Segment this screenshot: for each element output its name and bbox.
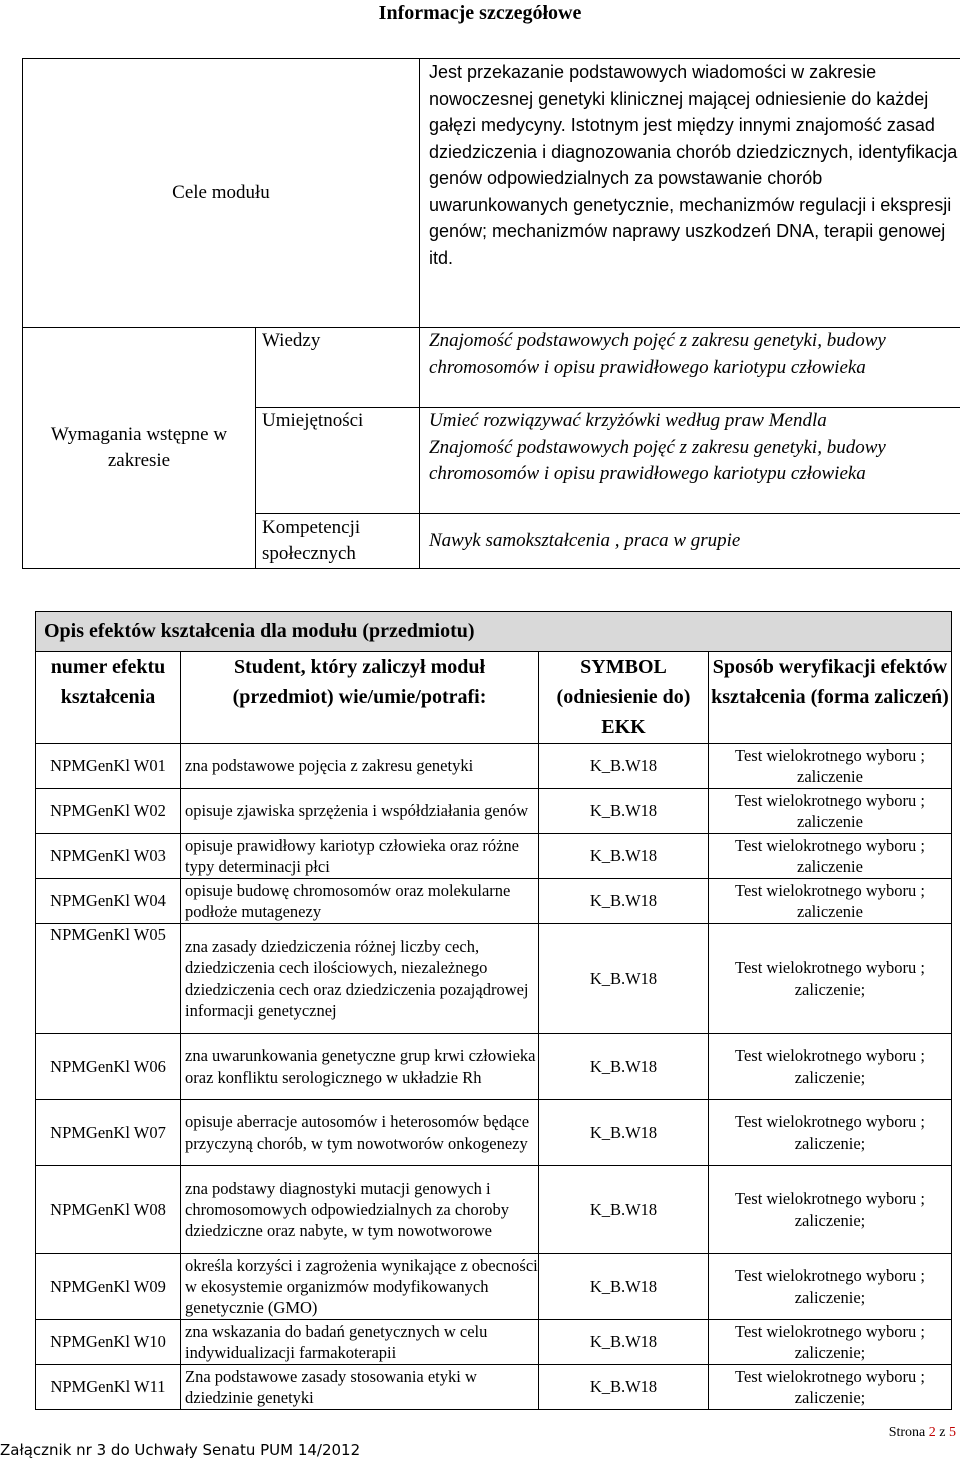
- column-header-description: Student, który zaliczył moduł (przedmiot) wie/umie/potrafi:: [181, 652, 539, 744]
- effect-text: określa korzyści i zagrożenia wynikające z obecności w ekosystemie organizmów modyfikowanych genetycznie (GMO): [181, 1254, 539, 1320]
- effect-code: NPMGenKl W04: [36, 879, 181, 924]
- wiedzy-row: [23, 328, 960, 408]
- effect-symbol: K_B.W18: [539, 879, 709, 924]
- kompetencje-label: Kompetencji społecznych: [256, 514, 420, 569]
- cele-row: [23, 59, 960, 328]
- effect-text: zna wskazania do badań genetycznych w celu indywidualizacji farmakoterapii: [181, 1320, 539, 1365]
- effect-code: NPMGenKl W02: [36, 789, 181, 834]
- wiedzy-text: Znajomość podstawowych pojęć z zakresu genetyki, budowy chromosomów i opisu prawidłowego kariotypu człowieka: [420, 328, 960, 408]
- page-number: [889, 1425, 956, 1441]
- effect-code: NPMGenKl W08: [36, 1166, 181, 1254]
- effects-header: Opis efektów kształcenia dla modułu (przedmiotu): [36, 612, 952, 652]
- effects-column-headers: [36, 652, 952, 744]
- effect-code: NPMGenKl W07: [36, 1100, 181, 1166]
- table-row: [36, 1320, 952, 1365]
- effect-symbol: K_B.W18: [539, 744, 709, 789]
- table-row: [36, 834, 952, 879]
- column-header-symbol: SYMBOL (odniesienie do) EKK: [539, 652, 709, 744]
- page-total: 5: [949, 1425, 956, 1440]
- column-header-number: numer efektu kształcenia: [36, 652, 181, 744]
- footer-annex: Załącznik nr 3 do Uchwały Senatu PUM 14/2012: [0, 1441, 361, 1459]
- effect-text: opisuje zjawiska sprzężenia i współdziałania genów: [181, 789, 539, 834]
- page-current: 2: [928, 1425, 936, 1440]
- effect-code: NPMGenKl W09: [36, 1254, 181, 1320]
- umiejetnosci-label: Umiejętności: [256, 408, 420, 514]
- effect-text: opisuje prawidłowy kariotyp człowieka oraz różne typy determinacji płci: [181, 834, 539, 879]
- table-row: [36, 789, 952, 834]
- effect-verification: Test wielokrotnego wyboru ; zaliczenie;: [709, 1320, 952, 1365]
- table-row: [36, 1365, 952, 1410]
- effect-symbol: K_B.W18: [539, 1365, 709, 1410]
- table-row: [36, 1166, 952, 1254]
- effect-code: NPMGenKl W01: [36, 744, 181, 789]
- effect-code: NPMGenKl W11: [36, 1365, 181, 1410]
- effect-symbol: K_B.W18: [539, 1254, 709, 1320]
- effect-verification: Test wielokrotnego wyboru ; zaliczenie: [709, 744, 952, 789]
- effect-verification: Test wielokrotnego wyboru ; zaliczenie: [709, 879, 952, 924]
- cele-text: Jest przekazanie podstawowych wiadomości w zakresie nowoczesnej genetyki klinicznej mającej odniesienie do każdej gałęzi medycyny. Istotnym jest między innymi znajomość zasad dziedziczenia i diagnozowania chorób dziedzicznych, identyfikacja genów odpowiedzialnych za powstawanie chorób uwarunkowanych genetycznie, mechanizmów regulacji i ekspresji genów; mechanizmów naprawy uszkodzeń DNA, terapii genowej itd.: [420, 59, 960, 328]
- effect-text: opisuje aberracje autosomów i heterosomów będące przyczyną chorób, w tym nowotworów onkogenezy: [181, 1100, 539, 1166]
- effect-text: zna podstawy diagnostyki mutacji genowych i chromosomowych odpowiedzialnych za choroby dziedziczne oraz nabyte, w tym nowotworowe: [181, 1166, 539, 1254]
- page-number-label: Strona: [888, 1425, 926, 1440]
- effect-text: zna zasady dziedziczenia różnej liczby cech, dziedziczenia cech ilościowych, niezależnego dziedziczenia cech oraz dziedziczenia pozajądrowej informacji genetycznej: [181, 924, 539, 1034]
- effect-verification: Test wielokrotnego wyboru ; zaliczenie;: [709, 1100, 952, 1166]
- effect-symbol: K_B.W18: [539, 834, 709, 879]
- effect-code: NPMGenKl W05: [36, 924, 181, 1034]
- effect-symbol: K_B.W18: [539, 789, 709, 834]
- table-row: [36, 879, 952, 924]
- table-row: [36, 1034, 952, 1100]
- effect-verification: Test wielokrotnego wyboru ; zaliczenie: [709, 834, 952, 879]
- effect-verification: Test wielokrotnego wyboru ; zaliczenie;: [709, 924, 952, 1034]
- effect-symbol: K_B.W18: [539, 924, 709, 1034]
- module-info-table: [22, 58, 960, 569]
- effect-code: NPMGenKl W10: [36, 1320, 181, 1365]
- effect-symbol: K_B.W18: [539, 1100, 709, 1166]
- effect-text: zna podstawowe pojęcia z zakresu genetyki: [181, 744, 539, 789]
- table-row: [36, 1254, 952, 1320]
- table-row: [36, 924, 952, 1034]
- effect-symbol: K_B.W18: [539, 1034, 709, 1100]
- effect-text: opisuje budowę chromosomów oraz molekularne podłoże mutagenezy: [181, 879, 539, 924]
- wymagania-label: Wymagania wstępne w zakresie: [23, 328, 256, 569]
- page-title: Informacje szczegółowe: [378, 2, 582, 24]
- effect-text: Zna podstawowe zasady stosowania etyki w dziedzinie genetyki: [181, 1365, 539, 1410]
- effect-verification: Test wielokrotnego wyboru ; zaliczenie: [709, 789, 952, 834]
- cele-label: Cele modułu: [23, 59, 420, 328]
- wiedzy-label: Wiedzy: [256, 328, 420, 408]
- effects-table: [35, 611, 952, 1410]
- effect-code: NPMGenKl W03: [36, 834, 181, 879]
- effect-symbol: K_B.W18: [539, 1166, 709, 1254]
- effect-verification: Test wielokrotnego wyboru ; zaliczenie;: [709, 1034, 952, 1100]
- umiejetnosci-text-2: Znajomość podstawowych pojęć z zakresu genetyki, budowy chromosomów i opisu prawidłowego kariotypu człowieka: [429, 436, 886, 484]
- effect-verification: Test wielokrotnego wyboru ; zaliczenie;: [709, 1166, 952, 1254]
- table-row: [36, 744, 952, 789]
- kompetencje-text: Nawyk samokształcenia , praca w grupie: [420, 514, 960, 569]
- umiejetnosci-text-1: Umieć rozwiązywać krzyżówki według praw Mendla: [429, 410, 827, 431]
- column-header-verification: Sposób weryfikacji efektów kształcenia (forma zaliczeń): [709, 652, 952, 744]
- effect-verification: Test wielokrotnego wyboru ; zaliczenie;: [709, 1365, 952, 1410]
- effect-symbol: K_B.W18: [539, 1320, 709, 1365]
- table-row: [36, 1100, 952, 1166]
- effect-text: zna uwarunkowania genetyczne grup krwi człowieka oraz konfliktu serologicznego w układzie Rh: [181, 1034, 539, 1100]
- page-of-label: z: [939, 1425, 946, 1440]
- effect-verification: Test wielokrotnego wyboru ; zaliczenie;: [709, 1254, 952, 1320]
- effect-code: NPMGenKl W06: [36, 1034, 181, 1100]
